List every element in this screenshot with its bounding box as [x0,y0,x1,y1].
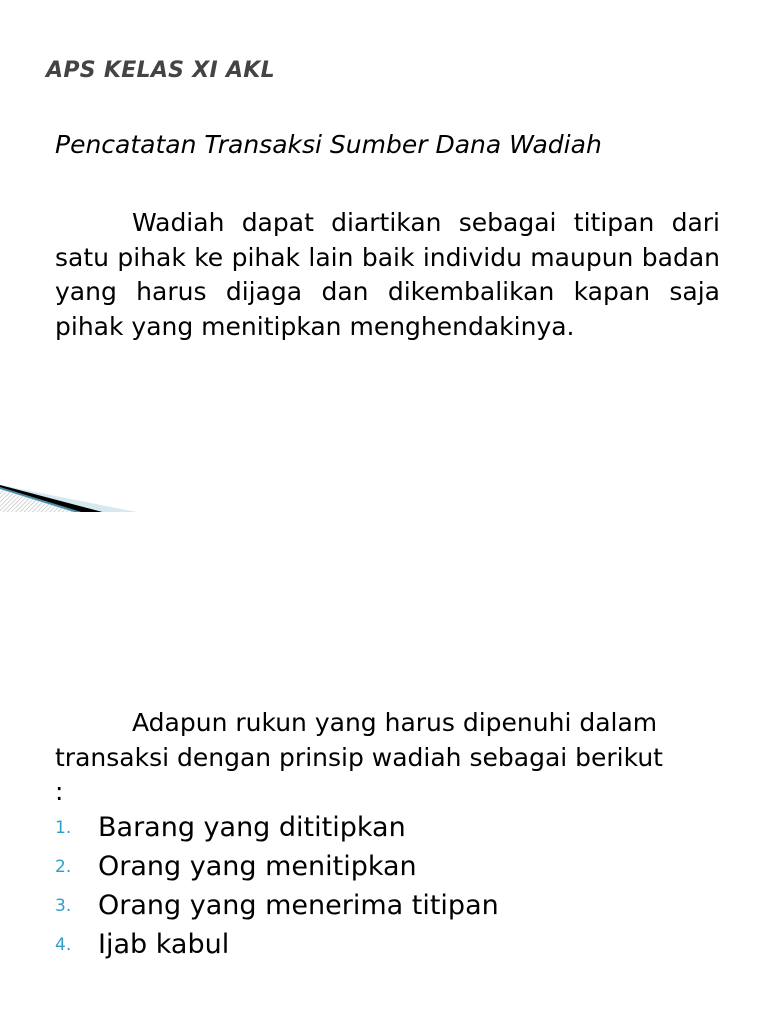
list-item [55,808,499,847]
list-number: 1. [55,817,72,838]
list-item [55,847,499,886]
list-item-text: Orang yang menerima titipan [98,890,499,921]
slide-subtitle: Pencatatan Transaksi Sumber Dana Wadiah [55,130,602,159]
rukun-intro-paragraph: Adapun rukun yang harus dipenuhi dalam transaksi dengan prinsip wadiah sebagai berikut : [55,708,663,806]
document-title: APS KELAS XI AKL [46,58,275,83]
list-item-text: Barang yang dititipkan [98,812,406,843]
list-item [55,925,499,964]
decorative-wedge-graphic [0,472,460,512]
list-item-text: Ijab kabul [98,929,230,960]
slide-2 [0,512,768,1024]
list-number: 3. [55,895,72,916]
list-number: 4. [55,934,72,955]
list-item-text: Orang yang menitipkan [98,851,417,882]
wadiah-definition-paragraph: Wadiah dapat diartikan sebagai titipan dari satu pihak ke pihak lain baik individu maupun badan yang harus dijaga dan dikembalikan kapan saja pihak yang menitipkan menghendakinya. [55,208,720,341]
rukun-list [55,808,499,964]
list-number: 2. [55,856,72,877]
list-item [55,886,499,925]
